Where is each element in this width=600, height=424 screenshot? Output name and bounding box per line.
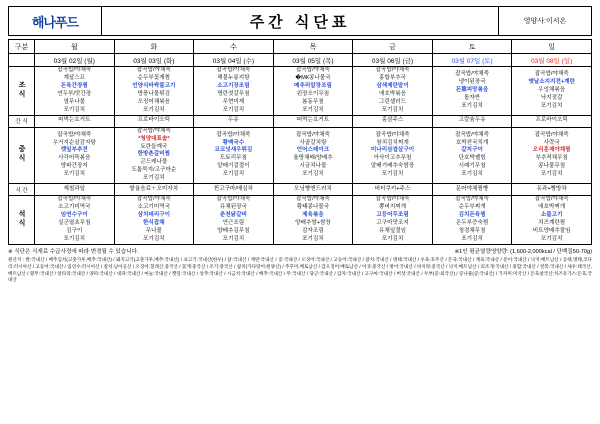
menu-item: 청경채무침 <box>458 227 486 234</box>
menu-item: 잡곡밥/야채죽 <box>57 131 92 138</box>
footnote-left: ※ 식단은 식재료 수급사정에 따라 변경될 수 있습니다. <box>8 248 139 255</box>
menu-item: 잡곡밥/야채죽 <box>455 70 490 77</box>
menu-item: 포기김치 <box>381 171 404 178</box>
menu-cell-0-4 <box>353 67 433 116</box>
menu-cell-3-4 <box>353 184 433 196</box>
menu-item: 맷낱소지지전+계란 <box>528 78 575 85</box>
footnote-right: ※1인 평균열량영양량: (1,600-2,000kcal / 단백질50-70g) <box>454 248 592 255</box>
menu-cell-2-2 <box>194 127 274 184</box>
origin-note: 원산지 : 쌀:국내산 / 배추김치(고춧가루,배추:국내산) / 돼지고기(고춧가루,배추:국내산) / 쇠고기:국내산(한우) / 닭:국내산 / 계란:국내산 / 콩:국내산 / 오징어:국내산 / 고등어:국내산 / 갈치:국내산 / 명태:국내산 / 우육:호주산 / 돈육:국내산 / 계육:국내산 / 문어:국내산 / 낙지:배트남산 / 동태,명태,코다리:러시아산 / 고등어:국내산 / 임연수:러시아산 / 갈치:남아공산 / 오징어:칠레산,중국산 / 꽃게:중국산 / 조기:중국산 / 참치(가다랑어:원양산) / 추꾸미,배토남산 / 갑오징어:배토남산 / 아귀:중국산 / 방어:국내산 / 바지락:중국산 / 낙지:배트남산 / 피조개:국내산 / 홍합:국내산 / 전복:국내산 / 새우:태국산,베트남산 / 열무:국내산 / 알타리:국내산 / 양파:국내산 / 대파:국내산 / 마늘:국내산 / 깻잎:국내산 / 상추:국내산 / 시금치:국내산 / 배추:국내산 / 무:국내산 / 당근:국내산 / 감자:국내산 / 고구마:국내산 / 버섯:국내산 / 두부(콩:외국산) / 콩나물(콩:국내산) / 가자미:미국산 / 돈육살국산:치즈유가스:돈육,국내산 <box>8 256 592 283</box>
menu-item: 고등어무조림 <box>376 212 409 219</box>
menu-item: 연두부/맛간장 <box>57 90 92 97</box>
menu-item: 도톰묵지/고구마순 <box>131 167 177 174</box>
menu-item: 코코넛새우튀김 <box>214 147 253 154</box>
corner-label: 구분 <box>9 40 35 54</box>
menu-item: 문어야채찜빵 <box>455 185 489 192</box>
menu-item: 냉이된장국 <box>458 78 486 85</box>
nutritionist-box <box>499 7 591 35</box>
menu-item: 도토리무침 <box>219 155 247 162</box>
menu-item: 시래기무침 <box>458 163 486 170</box>
menu-item: 토란들깨국 <box>140 143 168 150</box>
menu-cell-2-0 <box>35 127 115 184</box>
menu-cell-0-0 <box>35 67 115 116</box>
nutritionist-label: 영양사:이서온 <box>523 18 567 25</box>
menu-item: 포기김치 <box>63 106 86 113</box>
page-title-text: 주간 식단표 <box>249 13 351 31</box>
menu-item: 무현미제 <box>222 98 245 105</box>
menu-item: 두유 <box>228 117 239 124</box>
menu-item: 포기김치 <box>222 235 245 242</box>
menu-item: 계살스프 <box>63 74 86 81</box>
menu-item: 곤드레나물 <box>140 159 168 166</box>
menu-item: 비트양배추잘임 <box>532 227 571 234</box>
menu-item: 포기김치 <box>461 171 483 178</box>
menu-item: 한방촌갈비찜 <box>137 151 171 158</box>
menu-item: 쌀율음료＋오미자차 <box>129 185 179 192</box>
row-label-text: 중식 <box>18 145 25 164</box>
date-cell-3: 03월 05일 (목) <box>273 54 353 67</box>
row-label-3: 식 간 <box>9 184 35 196</box>
menu-item: 깻잎부추전 <box>60 147 88 154</box>
menu-item: 메추리알장조림 <box>294 82 332 89</box>
menu-item: 돌자반 <box>463 94 481 101</box>
menu-item: 임연수구이 <box>60 212 88 219</box>
menu-cell-4-2 <box>194 196 274 245</box>
day-header-1: 화 <box>114 40 194 54</box>
menu-cell-2-3 <box>273 127 353 184</box>
menu-item: 잡곡밥/야채죽 <box>57 196 92 203</box>
day-header-0: 월 <box>35 40 115 54</box>
menu-cell-1-4 <box>353 115 433 127</box>
date-row <box>9 54 592 67</box>
footnote-row <box>8 247 592 255</box>
menu-item: 애호박찌개 <box>538 204 566 211</box>
menu-item: 시금치나물 <box>299 163 327 170</box>
menu-item: 잡곡밥/야채죽 <box>455 196 490 203</box>
menu-cell-4-0 <box>35 196 115 245</box>
menu-item: 돈葉피망볶음 <box>455 86 489 93</box>
menu-cell-1-1 <box>114 115 194 127</box>
menu-item: 감자조림 <box>302 227 324 234</box>
menu-item: 치즈계란찜 <box>538 220 566 226</box>
menu-item: 삼치데리구이 <box>137 212 171 219</box>
menu-item: 알배기겉절이 <box>217 163 250 170</box>
menu-item: 아삭이고추무침 <box>373 155 412 162</box>
menu-item: 뽕버지찌개 <box>379 204 407 211</box>
menu-item: 제철과일 <box>63 185 86 192</box>
menu-item: 해물누룽지탕 <box>217 74 250 81</box>
menu-item: 열무나물 <box>63 98 86 105</box>
menu-cell-2-6 <box>512 127 592 184</box>
menu-cell-2-5 <box>432 127 512 184</box>
menu-item: 소고기미역국 <box>58 204 91 211</box>
date-cell-6: 03월 08일 (일) <box>512 54 592 67</box>
menu-cell-2-4 <box>353 127 433 184</box>
menu-item: 포기김치 <box>540 235 563 242</box>
menu-item: 홍합부추국 <box>379 74 407 81</box>
menu-item: 그린샐러드 <box>379 98 407 105</box>
menu-item: 포기김치 <box>381 235 404 242</box>
menu-row-3 <box>9 184 592 196</box>
menu-cell-0-1 <box>114 67 194 116</box>
row-label-0 <box>9 67 35 116</box>
menu-item: 사각어묵볶음 <box>58 155 91 162</box>
menu-item: 잡곡밥/야채죽 <box>216 67 251 73</box>
menu-item: 고구마맛조지 <box>376 220 409 226</box>
menu-item: 윈장오이무침 <box>296 90 330 97</box>
menu-item: 잡곡밥/야채죽 <box>57 67 92 73</box>
menu-row-0 <box>9 67 592 116</box>
menu-item: 잡곡밥/야채죽 <box>534 131 569 138</box>
menu-item: 순두부꽃게찜 <box>137 74 171 81</box>
menu-item: 언양식바싹불고기 <box>132 82 176 89</box>
menu-item: 참치김치찌개 <box>376 139 409 146</box>
day-header-5: 토 <box>432 40 512 54</box>
menu-item: 미나리삼겹살구이 <box>370 147 415 154</box>
menu-item: 돈육간장찜 <box>60 82 88 89</box>
menu-item: 오리훈제야채찜 <box>532 147 571 154</box>
menu-row-4 <box>9 196 592 245</box>
menu-item: 김치돈육찜 <box>458 212 486 219</box>
menu-item: 떠먹는요거트 <box>58 117 91 124</box>
menu-item: 콩나물무침 <box>538 163 566 170</box>
day-header-2: 수 <box>194 40 274 54</box>
menu-item: 사락국 <box>543 139 560 146</box>
menu-item: 양배추김무침 <box>217 227 250 234</box>
menu-item: 갈치구이 <box>461 147 483 154</box>
menu-item: 삼색제란말이 <box>376 82 409 89</box>
menu-item: 잡곡밥/야채죽 <box>216 196 251 203</box>
menu-item: 잡곡밥/야채죽 <box>455 131 490 138</box>
menu-cell-1-3 <box>273 115 353 127</box>
menu-item: 잡곡밥/야채죽 <box>375 196 410 203</box>
menu-item: 포기김치 <box>63 235 86 242</box>
menu-item: 고칼슘두유 <box>458 117 486 124</box>
menu-item: 잡곡밥/야채죽 <box>136 196 171 203</box>
menu-item: 부추적채무침 <box>535 155 568 162</box>
menu-cell-1-0 <box>35 115 115 127</box>
menu-item: 버터쿠키+주스 <box>374 185 411 192</box>
day-header-4: 금 <box>353 40 433 54</box>
row-label-text: 조식 <box>18 80 25 99</box>
menu-item: 순두부찌개 <box>458 204 486 211</box>
menu-item: 잡곡밥/야채죽 <box>136 127 171 134</box>
menu-cell-0-2 <box>194 67 274 116</box>
menu-item: 포기김치 <box>381 106 404 113</box>
logo-text: 해나푸드 <box>31 14 79 30</box>
menu-item: 잡곡밥/야채죽 <box>534 70 569 77</box>
menu-item: 잡곡밥/야채죽 <box>375 131 410 138</box>
row-label-4 <box>9 196 35 245</box>
menu-item: 포기김치 <box>302 235 324 242</box>
menu-cell-3-0 <box>35 184 115 196</box>
menu-item: 찐고구마/매실차 <box>213 185 254 192</box>
menu-cell-4-5 <box>432 196 512 245</box>
company-logo <box>9 7 102 35</box>
menu-item: 잡곡밥/야채죽 <box>136 67 171 73</box>
menu-item: 모닝빵앤드러치 <box>294 185 332 192</box>
menu-item: 춘천닭갈비 <box>219 212 247 219</box>
table-header-row <box>9 40 592 54</box>
menu-item: 단호박쌜힘 <box>458 155 486 162</box>
menu-row-1 <box>9 115 592 127</box>
menu-item: 프로바이오틱 <box>137 117 171 124</box>
menu-item: 사골갈치탕 <box>299 139 327 146</box>
menu-item: 양배추쌈+쌈장 <box>295 220 331 226</box>
menu-item: 잡곡밥/야채죽 <box>295 131 330 138</box>
page-title <box>102 7 499 35</box>
menu-item: *청양대표솥* <box>138 135 170 142</box>
menu-cell-1-2 <box>194 115 274 127</box>
menu-cell-4-4 <box>353 196 433 245</box>
date-cell-0: 03월 02일 (월) <box>35 54 115 67</box>
menu-cell-0-3 <box>273 67 353 116</box>
menu-cell-1-5 <box>432 115 512 127</box>
menu-item: 황맥국수 <box>222 139 245 146</box>
menu-item: 한식잡채 <box>143 220 165 226</box>
menu-item: 프로바이오틱 <box>535 117 568 124</box>
menu-item: 포기김치 <box>302 171 324 178</box>
date-cell-5: 03월 07일 (토) <box>432 54 512 67</box>
menu-item: 봄동무침 <box>302 98 324 105</box>
menu-item: 떠먹는요거트 <box>296 117 330 124</box>
menu-item: 오징어채볶음 <box>137 98 171 105</box>
menu-item: 포기김치 <box>302 106 324 113</box>
menu-item: 잡곡밥/야채죽 <box>295 67 330 73</box>
menu-item: 홍삼주스 <box>381 117 404 124</box>
menu-item: 포기김치 <box>143 235 165 242</box>
menu-cell-0-6 <box>512 67 592 116</box>
row-label-text: 석식 <box>18 210 25 228</box>
menu-item: 소고기미역국 <box>137 204 171 211</box>
menu-item: 포기김치 <box>540 102 563 109</box>
menu-cell-1-6 <box>512 115 592 127</box>
menu-cell-3-6 <box>512 184 592 196</box>
menu-item: 잡곡밥/야채죽 <box>295 196 330 203</box>
menu-item: 소불고기 <box>540 212 563 219</box>
menu-cell-0-5 <box>432 67 512 116</box>
menu-item: 김구이 <box>66 227 83 234</box>
menu-item: 포기김치 <box>63 171 86 178</box>
day-header-3: 목 <box>273 40 353 54</box>
menu-item: 유채잎절임 <box>379 227 407 234</box>
menu-item: 알배기배추숙쌈장 <box>370 163 415 170</box>
menu-item: 잡곡밥/야채죽 <box>375 67 410 73</box>
menu-item: 명란젓갈무침 <box>217 90 250 97</box>
menu-cell-3-1 <box>114 184 194 196</box>
menu-item: 포기김치 <box>143 175 165 182</box>
menu-item: 율방채배/양배추 <box>293 155 333 162</box>
date-cell-1: 03월 03일 (화) <box>114 54 194 67</box>
menu-item: 연근조림 <box>222 220 245 226</box>
menu-item: 포기김치 <box>461 235 483 242</box>
menu-item: 온두부증숙찜 <box>455 220 489 226</box>
date-cell-2: 03월 04일 (수) <box>194 54 274 67</box>
menu-item: 포기김치 <box>222 171 245 178</box>
menu-cell-4-6 <box>512 196 592 245</box>
menu-item: 애호박볶음 <box>379 90 407 97</box>
menu-item: 우거지순살감자탕 <box>52 139 96 146</box>
menu-cell-4-3 <box>273 196 353 245</box>
menu-item: 유과+빵방차 <box>536 185 567 192</box>
menu-item: 우엉채볶음 <box>538 86 566 93</box>
menu-item: 실군열초무침 <box>58 220 91 226</box>
menu-item: 포기김치 <box>461 102 483 109</box>
menu-item: 포기김치 <box>222 106 245 113</box>
day-header-6: 일 <box>512 40 592 54</box>
menu-cell-3-5 <box>432 184 512 196</box>
menu-item: 제육볶음 <box>302 212 324 219</box>
row-label-2 <box>9 127 35 184</box>
menu-item: 언어스테이크 <box>296 147 330 154</box>
menu-cell-3-2 <box>194 184 274 196</box>
menu-cell-2-1 <box>114 127 194 184</box>
menu-item: 양파간장지 <box>60 163 88 170</box>
menu-cell-4-1 <box>114 196 194 245</box>
menu-item: 잡곡밥/야채죽 <box>216 131 251 138</box>
menu-item: 낙지젓갈 <box>540 94 563 101</box>
menu-table-body <box>9 40 592 245</box>
menu-item: 포기김치 <box>143 106 165 113</box>
weekly-menu-table <box>8 39 592 245</box>
menu-item: 방풍나물튀김 <box>137 90 171 97</box>
menu-item: 호박전국치개 <box>455 139 489 146</box>
menu-cell-3-3 <box>273 184 353 196</box>
menu-item: 무나물 <box>145 227 162 234</box>
menu-item: 잡곡밥/야채죽 <box>534 196 569 203</box>
menu-item: 소고기장조림 <box>217 82 250 89</box>
date-cell-4: 03월 06일 (금) <box>353 54 433 67</box>
menu-item: 황태콩나물국 <box>296 204 330 211</box>
date-row-corner <box>9 54 35 67</box>
menu-item: 유채된장국 <box>219 204 247 211</box>
page-header <box>8 6 592 36</box>
menu-item: �МК콩나물국 <box>295 74 331 81</box>
menu-row-2 <box>9 127 592 184</box>
row-label-1: 간 식 <box>9 115 35 127</box>
menu-item: 포기김치 <box>540 171 563 178</box>
